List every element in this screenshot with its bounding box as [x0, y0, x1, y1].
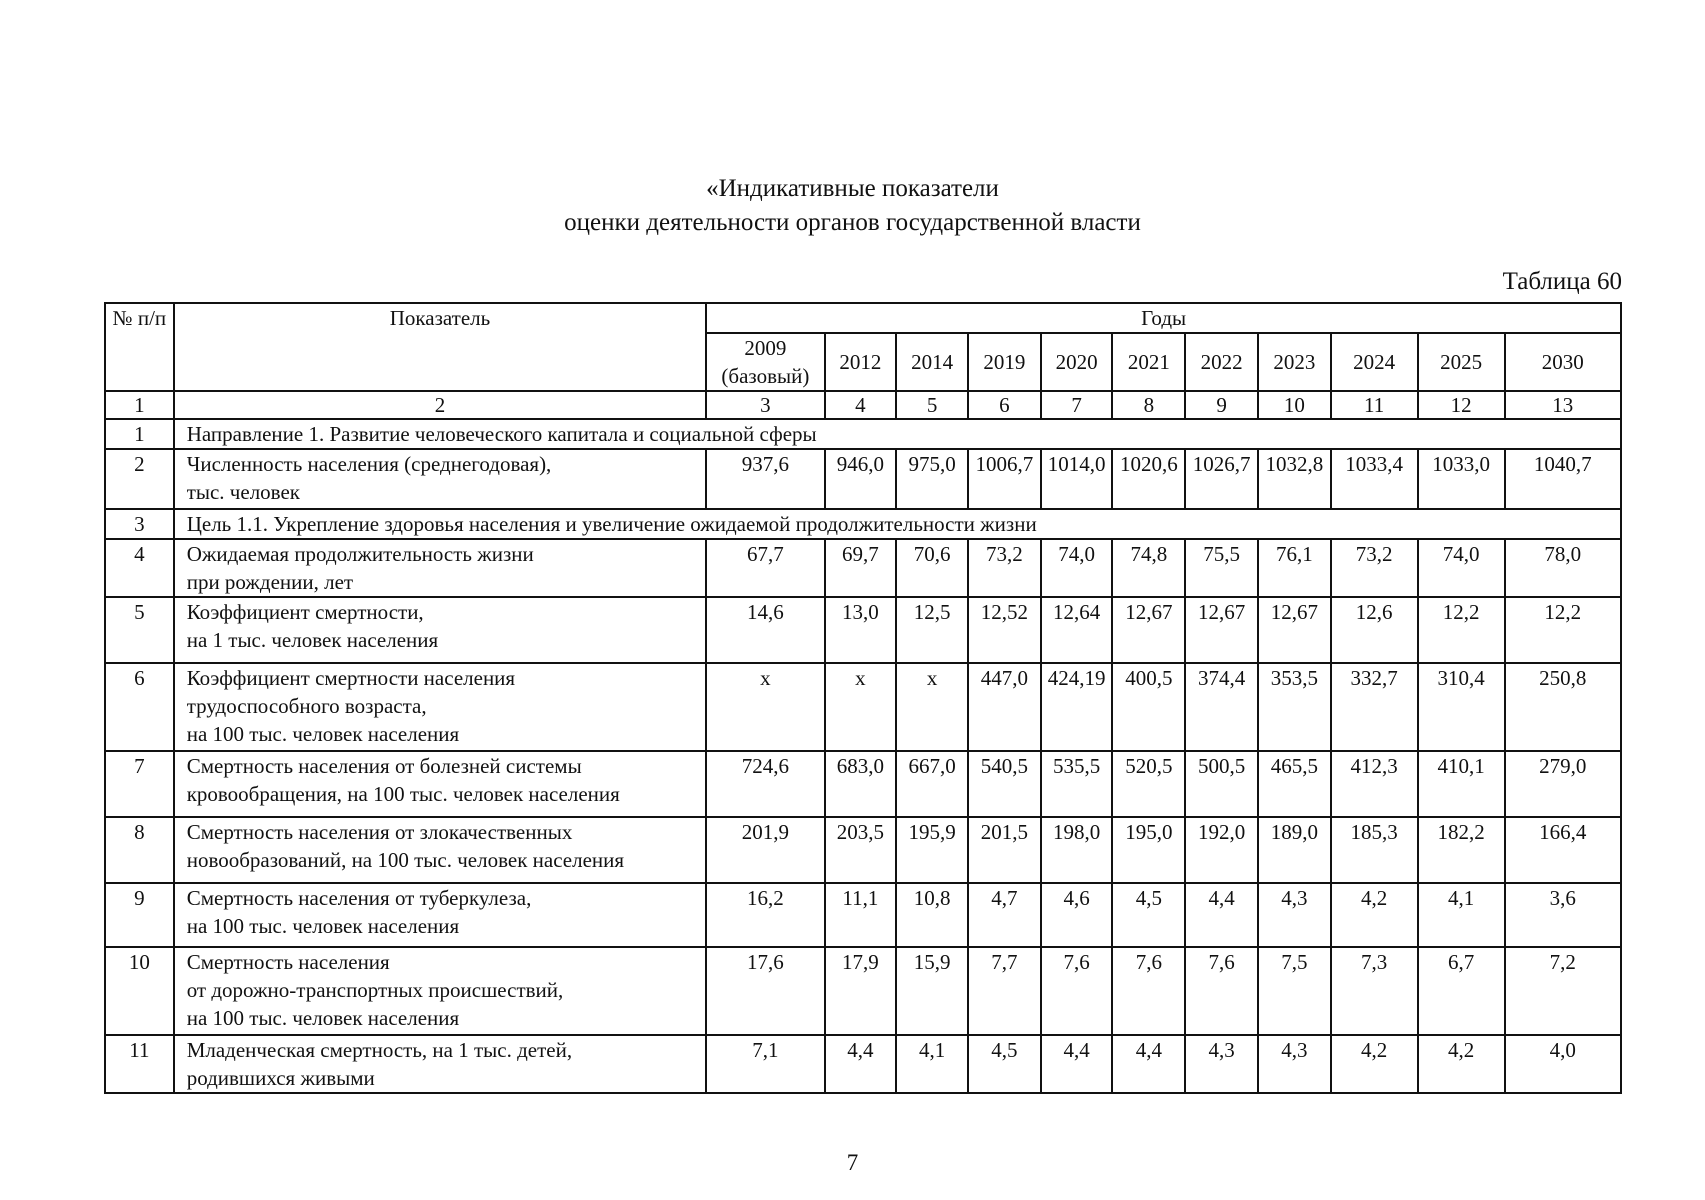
value-cell: 4,3	[1185, 1035, 1258, 1093]
row-number: 8	[105, 817, 174, 883]
value-cell: 70,6	[896, 539, 968, 597]
column-number: 11	[1331, 391, 1418, 419]
header-year: 2009 (базовый)	[706, 333, 824, 391]
indicator-name-line: Смертность населения от болезней системы	[186, 754, 582, 778]
value-cell: 195,0	[1112, 817, 1185, 883]
column-number: 4	[825, 391, 897, 419]
value-cell: 11,1	[825, 883, 897, 947]
value-cell: 201,5	[968, 817, 1041, 883]
indicator-name	[174, 449, 707, 509]
header-year: 2021	[1112, 333, 1185, 391]
header-year: 2022	[1185, 333, 1258, 391]
value-cell: 3,6	[1505, 883, 1621, 947]
value-cell: 12,67	[1258, 597, 1331, 663]
indicator-name-line: Смертность населения от злокачественных	[186, 820, 573, 844]
table-row	[105, 817, 1621, 883]
table-row	[105, 663, 1621, 751]
value-cell: 465,5	[1258, 751, 1331, 817]
value-cell: 4,4	[825, 1035, 897, 1093]
title-line-1: «Индикативные показатели	[706, 175, 999, 202]
header-indicator: Показатель	[174, 303, 707, 391]
header-year: 2023	[1258, 333, 1331, 391]
indicator-name-line: от дорожно-транспортных происшествий,	[186, 978, 564, 1002]
value-cell: 12,64	[1041, 597, 1113, 663]
value-cell: 353,5	[1258, 663, 1331, 751]
page-number: 7	[846, 1150, 859, 1175]
column-number: 12	[1418, 391, 1505, 419]
column-number: 10	[1258, 391, 1331, 419]
value-cell: 4,5	[968, 1035, 1041, 1093]
row-number: 5	[105, 597, 174, 663]
indicator-name-line: кровообращения, на 100 тыс. человек населения	[186, 782, 620, 806]
indicator-name-line: при рождении, лет	[186, 570, 354, 594]
indicator-name-line: новообразований, на 100 тыс. человек населения	[186, 848, 625, 872]
indicator-name-line: трудоспособного возраста,	[186, 694, 427, 718]
document-title	[0, 172, 1705, 240]
row-number: 9	[105, 883, 174, 947]
row-number: 11	[105, 1035, 174, 1093]
value-cell: 201,9	[706, 817, 824, 883]
value-cell: 166,4	[1505, 817, 1621, 883]
value-cell: x	[825, 663, 897, 751]
value-cell: x	[706, 663, 824, 751]
row-number: 7	[105, 751, 174, 817]
value-cell: 410,1	[1418, 751, 1505, 817]
indicator-name	[174, 597, 707, 663]
value-cell: 12,5	[896, 597, 968, 663]
value-cell: 667,0	[896, 751, 968, 817]
value-cell: 535,5	[1041, 751, 1113, 817]
value-cell: 1040,7	[1505, 449, 1621, 509]
value-cell: 7,7	[968, 947, 1041, 1035]
value-cell: 7,3	[1331, 947, 1418, 1035]
value-cell: 12,67	[1112, 597, 1185, 663]
value-cell: 10,8	[896, 883, 968, 947]
header-years-group: Годы	[706, 303, 1621, 333]
value-cell: 4,2	[1331, 1035, 1418, 1093]
value-cell: 7,2	[1505, 947, 1621, 1035]
value-cell: 76,1	[1258, 539, 1331, 597]
column-number: 6	[968, 391, 1041, 419]
value-cell: 69,7	[825, 539, 897, 597]
section-row	[105, 419, 1621, 449]
indicator-name-line: на 100 тыс. человек населения	[186, 1006, 460, 1030]
value-cell: 189,0	[1258, 817, 1331, 883]
column-number: 5	[896, 391, 968, 419]
value-cell: 7,1	[706, 1035, 824, 1093]
value-cell: 975,0	[896, 449, 968, 509]
value-cell: 946,0	[825, 449, 897, 509]
value-cell: 4,3	[1258, 1035, 1331, 1093]
indicator-name-line: родившихся живыми	[186, 1066, 375, 1090]
value-cell: 4,7	[968, 883, 1041, 947]
value-cell: 74,0	[1041, 539, 1113, 597]
value-cell: 1026,7	[1185, 449, 1258, 509]
title-line-2: оценки деятельности органов государственной власти	[564, 209, 1141, 236]
section-row	[105, 509, 1621, 539]
header-year: 2019	[968, 333, 1041, 391]
table-row	[105, 1035, 1621, 1093]
table-row	[105, 751, 1621, 817]
header-year: 2012	[825, 333, 897, 391]
value-cell: 73,2	[968, 539, 1041, 597]
value-cell: 4,0	[1505, 1035, 1621, 1093]
indicators-table	[104, 302, 1622, 1094]
value-cell: 447,0	[968, 663, 1041, 751]
indicator-name	[174, 539, 707, 597]
value-cell: 724,6	[706, 751, 824, 817]
header-year: 2020	[1041, 333, 1113, 391]
value-cell: 195,9	[896, 817, 968, 883]
value-cell: 310,4	[1418, 663, 1505, 751]
header-number: № п/п	[105, 303, 174, 391]
column-number: 9	[1185, 391, 1258, 419]
value-cell: 1006,7	[968, 449, 1041, 509]
value-cell: 4,2	[1331, 883, 1418, 947]
column-number: 7	[1041, 391, 1113, 419]
value-cell: 16,2	[706, 883, 824, 947]
value-cell: 520,5	[1112, 751, 1185, 817]
value-cell: 6,7	[1418, 947, 1505, 1035]
table-body	[105, 419, 1621, 1093]
indicator-name-line: на 1 тыс. человек населения	[186, 628, 439, 652]
value-cell: 937,6	[706, 449, 824, 509]
indicator-name-line: Коэффициент смертности,	[186, 600, 424, 624]
value-cell: 14,6	[706, 597, 824, 663]
value-cell: 4,6	[1041, 883, 1113, 947]
value-cell: 1014,0	[1041, 449, 1113, 509]
value-cell: 500,5	[1185, 751, 1258, 817]
value-cell: 4,4	[1112, 1035, 1185, 1093]
column-number: 1	[105, 391, 174, 419]
value-cell: 74,0	[1418, 539, 1505, 597]
value-cell: 332,7	[1331, 663, 1418, 751]
value-cell: 4,1	[1418, 883, 1505, 947]
value-cell: 7,6	[1112, 947, 1185, 1035]
indicator-name	[174, 751, 707, 817]
value-cell: 75,5	[1185, 539, 1258, 597]
table-row	[105, 947, 1621, 1035]
value-cell: 412,3	[1331, 751, 1418, 817]
value-cell: 250,8	[1505, 663, 1621, 751]
table-row	[105, 597, 1621, 663]
value-cell: 1032,8	[1258, 449, 1331, 509]
header-year: 2024	[1331, 333, 1418, 391]
table-row	[105, 883, 1621, 947]
header-year: 2025	[1418, 333, 1505, 391]
value-cell: 17,6	[706, 947, 824, 1035]
value-cell: 1033,0	[1418, 449, 1505, 509]
value-cell: 279,0	[1505, 751, 1621, 817]
value-cell: 400,5	[1112, 663, 1185, 751]
value-cell: 198,0	[1041, 817, 1113, 883]
table-row	[105, 539, 1621, 597]
value-cell: 67,7	[706, 539, 824, 597]
value-cell: 13,0	[825, 597, 897, 663]
row-number: 4	[105, 539, 174, 597]
value-cell: 4,4	[1041, 1035, 1113, 1093]
value-cell: 192,0	[1185, 817, 1258, 883]
value-cell: 12,2	[1418, 597, 1505, 663]
section-title: Направление 1. Развитие человеческого капитала и социальной сферы	[174, 419, 1621, 449]
value-cell: 17,9	[825, 947, 897, 1035]
value-cell: 182,2	[1418, 817, 1505, 883]
row-number: 2	[105, 449, 174, 509]
value-cell: 185,3	[1331, 817, 1418, 883]
row-number: 3	[105, 509, 174, 539]
row-number: 1	[105, 419, 174, 449]
value-cell: 12,2	[1505, 597, 1621, 663]
value-cell: 12,6	[1331, 597, 1418, 663]
value-cell: 540,5	[968, 751, 1041, 817]
indicator-name-line: Младенческая смертность, на 1 тыс. детей,	[186, 1038, 573, 1062]
value-cell: 4,1	[896, 1035, 968, 1093]
indicator-name	[174, 1035, 707, 1093]
value-cell: x	[896, 663, 968, 751]
indicator-name-line: на 100 тыс. человек населения	[186, 722, 460, 746]
row-number: 10	[105, 947, 174, 1035]
indicator-name	[174, 663, 707, 751]
value-cell: 374,4	[1185, 663, 1258, 751]
indicator-name-line: тыс. человек	[186, 480, 300, 504]
table-label: Таблица 60	[1502, 268, 1622, 295]
indicator-name	[174, 817, 707, 883]
header-row-1	[105, 303, 1621, 333]
value-cell: 78,0	[1505, 539, 1621, 597]
value-cell: 4,5	[1112, 883, 1185, 947]
indicator-name-line: Численность населения (среднегодовая),	[186, 452, 552, 476]
table-row	[105, 449, 1621, 509]
indicator-name-line: на 100 тыс. человек населения	[186, 914, 460, 938]
indicator-name-line: Смертность населения	[186, 950, 390, 974]
row-number: 6	[105, 663, 174, 751]
indicator-name-line: Ожидаемая продолжительность жизни	[186, 542, 534, 566]
column-number: 8	[1112, 391, 1185, 419]
value-cell: 4,3	[1258, 883, 1331, 947]
value-cell: 4,4	[1185, 883, 1258, 947]
value-cell: 74,8	[1112, 539, 1185, 597]
value-cell: 12,52	[968, 597, 1041, 663]
value-cell: 1020,6	[1112, 449, 1185, 509]
column-number: 3	[706, 391, 824, 419]
indicator-name	[174, 947, 707, 1035]
value-cell: 1033,4	[1331, 449, 1418, 509]
value-cell: 424,19	[1041, 663, 1113, 751]
header-year: 2014	[896, 333, 968, 391]
value-cell: 7,6	[1185, 947, 1258, 1035]
value-cell: 7,5	[1258, 947, 1331, 1035]
section-title: Цель 1.1. Укрепление здоровья населения и увеличение ожидаемой продолжительности жизни	[174, 509, 1621, 539]
indicator-name-line: Смертность населения от туберкулеза,	[186, 886, 532, 910]
indicator-name-line: Коэффициент смертности населения	[186, 666, 516, 690]
value-cell: 15,9	[896, 947, 968, 1035]
indicator-name	[174, 883, 707, 947]
value-cell: 73,2	[1331, 539, 1418, 597]
value-cell: 12,67	[1185, 597, 1258, 663]
value-cell: 683,0	[825, 751, 897, 817]
column-number-row	[105, 391, 1621, 419]
value-cell: 203,5	[825, 817, 897, 883]
column-number: 13	[1505, 391, 1621, 419]
value-cell: 4,2	[1418, 1035, 1505, 1093]
value-cell: 7,6	[1041, 947, 1113, 1035]
column-number: 2	[174, 391, 707, 419]
header-year: 2030	[1505, 333, 1621, 391]
